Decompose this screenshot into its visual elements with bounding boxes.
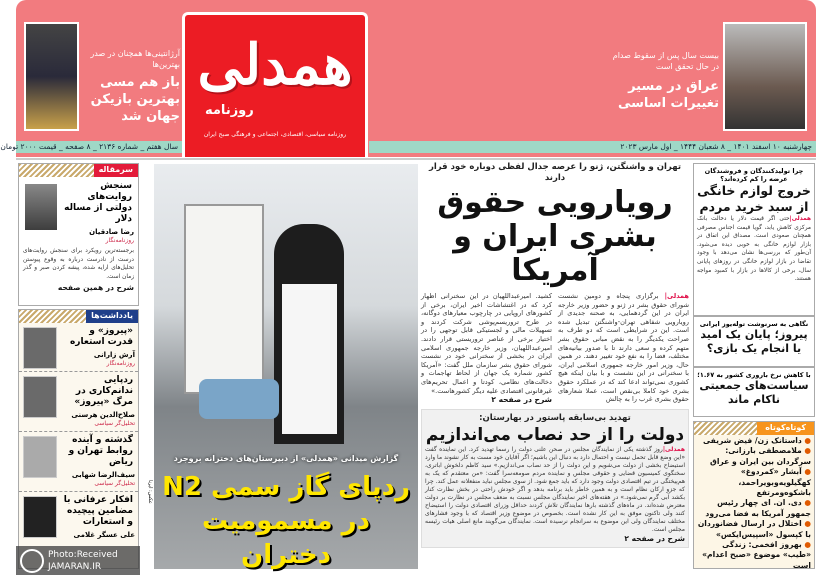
stretcher-patient xyxy=(199,379,279,419)
photo-credit: عکس: ایرنا xyxy=(147,480,153,504)
author-photo xyxy=(23,327,57,369)
paramedic-shirt xyxy=(282,284,337,434)
photo-story[interactable] xyxy=(154,164,418,569)
body-text: حتی اگر قیمت دلار یا دخالت بانک مرکزی کاهش یابد، گویا قیمت اجناس مصرفی همچنان صعودی است. مصداق این اتفاق در بازار لوازم خانگی به خوبی دیده می‌شود. آن‌طور که بررسی‌ها نشان می‌دهد با وجود تقاضا در بازار لوازم خانگی در روزهای پایانی سال، برخی از کالاها در بازار با کمبود مواجه هستند. xyxy=(697,216,811,283)
notes-box xyxy=(18,309,139,569)
author-name: صلاح‌الدین هرسنی xyxy=(71,411,135,419)
right-story-pirouz[interactable] xyxy=(693,316,815,367)
jamaran-watermark xyxy=(16,546,140,575)
author-photo xyxy=(23,436,57,478)
logo-text: همدلی xyxy=(197,32,353,98)
source-tag: همدلی| xyxy=(664,292,689,300)
brief-item[interactable]: ● آبشار «کمردوغ» کهگیلویه‌وبویراحمد، باشکوه‌ومرتفع xyxy=(697,467,811,498)
photo-kicker: گزارش میدانی «همدلی» از دبیرستان‌های دخترانه بروجرد xyxy=(173,454,399,463)
note-item[interactable] xyxy=(19,372,138,432)
headline: خروج لوازم خانگی از سبد خرید مردم xyxy=(697,183,811,214)
continued-link[interactable]: شرح در همین صفحه xyxy=(57,283,134,293)
brief-item[interactable]: ● ملامصطفی بارزانی: سرگردان بین ایران و عراق xyxy=(697,446,811,467)
left-teaser[interactable] xyxy=(82,48,180,125)
author-name: سیف‌الرضا شهابی xyxy=(71,471,135,479)
hatch-decoration xyxy=(19,310,86,323)
center-column xyxy=(421,162,689,548)
right-story-population[interactable] xyxy=(693,367,815,417)
newspaper-logo xyxy=(182,12,368,157)
body xyxy=(697,215,811,284)
teaser-photo-iraq xyxy=(723,22,807,131)
watermark-line2: JAMARAN.IR xyxy=(48,561,102,572)
brief-item[interactable]: ● بهروز افخمی: زندگی «طیب» موضوع «صبح اعدام» است xyxy=(697,540,811,571)
watermark-line1: Photo:Received xyxy=(48,549,118,560)
author-name: رضا صادقیان xyxy=(89,228,134,236)
masthead xyxy=(0,0,816,157)
author-photo xyxy=(25,184,57,230)
ambulance-interior xyxy=(184,204,264,394)
author-photo xyxy=(23,496,57,538)
kicker: نگاهی به سرنوشت توله‌یوز ایرانی xyxy=(699,320,809,328)
photo-headline: ردپای گاز سمی N2 در مسمومیت دختران xyxy=(162,472,410,570)
author-photo xyxy=(23,376,57,418)
body-text: روز گذشته یکی از نمایندگان مجلس در صحن علنی دولت را رسما تهدید کرد. این نماینده گفت «این وضع قابل تحمل نیست و احتمال دارد به دنبال این باشیم؛ اگر آقایان خود مست به کار نشوند ما وارد استیضاح بخشی از دولت می‌شویم و این دولت را از حد نصاب می‌اندازیم.» سید کاظم دلخوش اباتری، سخنگوی کمیسیون قضایی و حقوقی مجلس و نماینده مردم صومعه‌سرا گفت: «من معتقدم که یک به هم‌پیختگی در تیم اقتصادی دولت وجود دارد که باید جمع شود. از سوی مجلس نباید منفعلانه عمل کند. چرا که جزو ارکان نظام است و به همین خاطر باید برنامه بدهد و اگر خودش راحتی در بخش نظارت کنار بکشد آبی گرم نمی‌شود.» در هفته‌های اخیر نمایندگان مجلس نسبت به ضعف مجلس در نظارت بر دولت معترض شده‌اند. در ماه‌های گذشته بارها نمایندگان تلاش کردند حداقل وزرای اقتصادی دولت را استیضاح کنند ولی تاکنون موفق به این کار نشده است. بخصوص در موضوع وزیر اقتصاد که با وجود فشارهای مختلف نمایندگان ولی این موضوع به سرانجام نرسیده است. نمایندگان می‌گویند مانع اصلی هیات رئیسه مجلس است. xyxy=(425,446,685,534)
editorial-label: سرمقاله xyxy=(94,164,138,177)
brief-item[interactable]: ● داستانک زن/ فیض شریفی xyxy=(697,436,811,446)
author-role: تحلیل‌گر سیاسی xyxy=(94,420,135,427)
hatch-decoration xyxy=(694,422,757,435)
second-headline: دولت را از حد نصاب می‌اندازیم xyxy=(425,425,685,446)
main-story[interactable] xyxy=(421,162,689,405)
teaser-photo-messi xyxy=(24,22,79,131)
note-title: افکار عرفانی با مضامین پیچیده و استعارات xyxy=(63,495,133,527)
note-title: ردپایی ندانم‌کاری در مرگ «پیروز» xyxy=(74,375,133,407)
briefs-label: کوتاه‌کوتاه xyxy=(757,422,814,435)
issue-line: سال هفتم _ شماره ۲۱۳۶ _ ۸ صفحه _ قیمت ۲۰۰۰ تومان xyxy=(16,141,182,153)
logo-prefix: روزنامه xyxy=(205,103,254,118)
teaser-kicker: آرژانتینی‌ها همچنان در صدر بهترین‌ها xyxy=(90,49,180,69)
logo-tagline: روزنامه سیاسی، اقتصادی، اجتماعی و فرهنگی صبح ایران xyxy=(203,131,347,138)
date-line: چهارشنبه ۱۰ اسفند ۱۴۰۱ _ ۸ شعبان ۱۴۴۴ _ اول مارس ۲۰۲۳ xyxy=(369,141,816,153)
second-story[interactable] xyxy=(421,409,689,548)
author-role: روزنامه‌نگار xyxy=(105,237,134,244)
note-item[interactable] xyxy=(19,432,138,492)
author-role: تحلیل‌گر سیاسی xyxy=(94,480,135,487)
kicker: چرا تولیدکنندگان و فروشندگان عرضه را کم کرده‌اند؟ xyxy=(704,167,804,183)
continued-link[interactable]: شرح در صفحه ۲ xyxy=(624,534,685,544)
second-kicker: تهدید بی‌سابقه پاستور در بهارستان: xyxy=(479,413,631,424)
divider xyxy=(16,158,816,160)
author-name: علی عسگر غلامی xyxy=(73,531,135,539)
teaser-title: باز هم مسی بهترین بازیکن جهان شد xyxy=(90,75,180,124)
headline: پیروز؛ پایان یک امید یا انجام یک بازی؟ xyxy=(700,328,808,355)
continued-link[interactable]: شرح در صفحه ۲ xyxy=(491,395,552,405)
note-title: «پیروز» و قدرت استعاره xyxy=(69,326,133,347)
note-item[interactable] xyxy=(19,492,138,543)
brief-item[interactable]: ● دی. ان. ای چهار رئیس جمهور آمریکا به فضا می‌رود xyxy=(697,498,811,519)
main-kicker: تهران و واشنگتن، ژنو را عرصه جدال لفظی دوباره خود قرار دارند xyxy=(428,162,682,183)
notes-label: یادداشت‌ها xyxy=(86,310,138,323)
editorial-title: سنجش روایت‌های دولتی از مساله دلار xyxy=(64,181,132,224)
briefs-list xyxy=(694,435,814,572)
source-tag: همدلی| xyxy=(662,446,685,454)
headline: سیاست‌های جمعیتی ناکام ماند xyxy=(699,379,809,406)
main-col1 xyxy=(558,292,689,405)
author-name: آرش زارانی xyxy=(93,351,135,359)
second-body xyxy=(425,446,685,534)
main-col2 xyxy=(421,292,552,405)
editorial-box[interactable] xyxy=(18,163,139,306)
editorial-body: برجسته‌ترین رویکرد برای سنجش روایت‌های درست از نادرست درباره به وقوع پیوستن تحلیل‌های ارایه شده، پیشه کردن صبر و گذر زمان است. xyxy=(23,248,134,280)
briefs-box xyxy=(693,421,815,569)
kicker: با کاهش نرخ باروری کشور به ۱.۶۷؛ xyxy=(697,371,811,379)
body-text: برگزاری پنجاه و دومین نشست شورای حقوق بشر در ژنو و حضور وزیر خارجه ایران در این گردهمایی، به صحنه جدیدی از رویارویی شفاهی تهران-واشنگتن تبدیل شده است. این در شرایطی است که دو طرف به صراحت یکدیگر را به نقض مبانی حقوق بشر متهم کرده و سعی دارند تا با صدور بیانیه‌های مختلف، فضا را به نفع خود تغییر دهند. در همین حال، وزیر امور خارجه جمهوری اسلامی ایران، با سخنرانی در این نشست و با بیان اینکه هیچ کشوری نمی‌تواند ادعا کند که در عملکرد حقوق بشری خود کاملا بی‌نقص است، عملا شعارهای حقوق بشری غرب را به چالش xyxy=(558,292,689,404)
right-teaser[interactable] xyxy=(611,50,719,112)
hatch-decoration xyxy=(19,164,94,177)
teaser-kicker: بیست سال پس از سقوط صدام در حال تحقق است xyxy=(612,51,719,71)
note-title: گذشته و آینده روابط تهران و ریاض xyxy=(68,435,133,467)
main-headline: رویارویی حقوق بشری ایران و آمریکا xyxy=(437,185,673,288)
jamaran-logo-icon xyxy=(20,549,44,573)
note-item[interactable] xyxy=(19,323,138,372)
right-story-appliances[interactable] xyxy=(693,163,815,316)
brief-item[interactable]: ● اختلال در ارسال فضانوردان با کپسول «اسپیس‌ایکس» xyxy=(697,519,811,540)
author-role: روزنامه‌نگار xyxy=(106,360,135,367)
body-text: کشید. امیرعبداللهیان در این سخنرانی اظهار کرد که در اغتشاشات اخیر ایران، برخی از کشورهای اروپایی در چارچوب معیارهای دوگانه، در طرح تروریسم‌پوشی شرکت کردند و تسهیلات مالی و لجستیکی قابل توجهی را در اختیار برخی از عناصر تروریستی قرار دادند. امیرعبداللهیان، وزیر خارجه جمهوری اسلامی ایران در بخشی از سخنرانی خود در نشست شورای حقوق بشر سازمان ملل گفت: «آمریکا کشور شماره یک جهان از لحاظ تهاجمات و دخالت‌های نظامی، کودتا و اعمال تحریم‌های غیرقانونی اقتصادی علیه دیگر کشورهاست.» xyxy=(421,292,552,395)
source-tag: همدلی| xyxy=(789,216,811,222)
teaser-title: عراق در مسیر تغییرات اساسی xyxy=(617,79,719,111)
